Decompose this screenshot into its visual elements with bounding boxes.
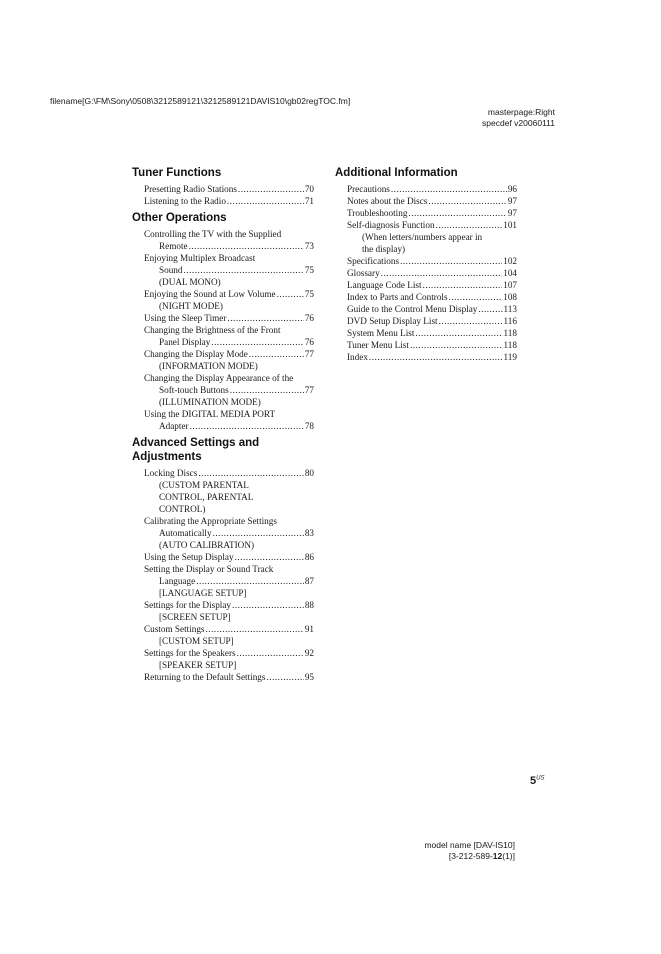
toc-section [132, 211, 314, 432]
entry-subtitle: (When letters/numbers appear in [362, 232, 483, 242]
dot-leader [436, 219, 503, 231]
dot-leader [206, 623, 304, 635]
entry-title: Sound [159, 265, 183, 275]
toc-entry [347, 327, 517, 339]
entry-leader-line [144, 671, 314, 683]
entry-leader-line [347, 327, 517, 339]
entry-leader-line [144, 467, 314, 479]
page-number-value: 5 [530, 775, 537, 787]
toc-entry [144, 195, 314, 207]
dot-leader [277, 288, 304, 300]
entry-subtitle: (ILLUMINATION MODE) [159, 397, 261, 407]
entry-leader-line [144, 264, 314, 276]
entry-title: Index to Parts and Controls [347, 292, 448, 302]
entry-title-line: Changing the Brightness of the Front [144, 325, 281, 335]
entry-title: Listening to the Radio [144, 196, 226, 206]
entry-leader-line [144, 599, 314, 611]
page-ref: 91 [304, 624, 314, 634]
dot-leader [190, 420, 304, 432]
dot-leader [184, 264, 304, 276]
entry-subtitle: CONTROL, PARENTAL [159, 492, 254, 502]
page-ref: 97 [507, 196, 517, 206]
toc-entry [144, 647, 314, 671]
dot-leader [408, 207, 506, 219]
entry-leader-line [144, 312, 314, 324]
entry-title: Remote [159, 241, 188, 251]
dot-leader [266, 671, 303, 683]
entry-leader-line [144, 195, 314, 207]
entry-subtitle: the display) [362, 244, 406, 254]
entry-leader-line [347, 219, 517, 231]
toc-entry [347, 207, 517, 219]
dot-leader [410, 339, 503, 351]
dot-leader [381, 267, 503, 279]
toc-entry [347, 315, 517, 327]
entry-leader-line [347, 195, 517, 207]
part-number-bold: 12 [492, 851, 503, 861]
dot-leader [227, 195, 304, 207]
dot-leader [227, 312, 303, 324]
page-ref: 75 [304, 289, 314, 299]
toc-entry [144, 623, 314, 647]
entry-title: Panel Display [159, 337, 211, 347]
entry-subtitle: [CUSTOM SETUP] [159, 636, 234, 646]
part-number-prefix: [3-212-589- [448, 851, 493, 861]
page-ref: 95 [304, 672, 314, 682]
entry-title-line: Setting the Display or Sound Track [144, 564, 274, 574]
toc-left-column [132, 166, 314, 687]
page-ref: 116 [503, 316, 517, 326]
entry-leader-line [347, 207, 517, 219]
toc-entry [347, 339, 517, 351]
entry-title: Index [347, 352, 368, 362]
page-ref: 78 [304, 421, 314, 431]
page-number [530, 775, 544, 787]
dot-leader [249, 348, 304, 360]
entry-title: System Menu List [347, 328, 415, 338]
toc-entries [144, 228, 314, 432]
toc-entry [144, 183, 314, 195]
entry-title: Returning to the Default Settings [144, 672, 266, 682]
entry-title-line: Enjoying Multiplex Broadcast [144, 253, 256, 263]
page-ref: 76 [304, 313, 314, 323]
toc-section [132, 166, 314, 207]
toc-entry [347, 219, 517, 255]
page-ref: 77 [304, 385, 314, 395]
page-ref: 86 [304, 552, 314, 562]
toc-entry [144, 599, 314, 623]
entry-subtitle: (INFORMATION MODE) [159, 361, 258, 371]
dot-leader [423, 279, 503, 291]
entry-leader-line [144, 336, 314, 348]
dot-leader [415, 327, 502, 339]
dot-leader [400, 255, 502, 267]
dot-leader [198, 467, 303, 479]
entry-title: Using the Sleep Timer [144, 313, 227, 323]
entry-leader-line [144, 183, 314, 195]
toc-entry [347, 279, 517, 291]
entry-title: Settings for the Display [144, 600, 232, 610]
page-ref: 97 [507, 208, 517, 218]
entry-subtitle: (CUSTOM PARENTAL [159, 480, 249, 490]
toc-entry [347, 195, 517, 207]
toc-entry [144, 408, 314, 432]
entry-leader-line [347, 303, 517, 315]
toc-entry [144, 515, 314, 551]
page-ref: 83 [304, 528, 314, 538]
dot-leader [196, 575, 304, 587]
model-info [424, 840, 515, 862]
toc-entry [144, 372, 314, 408]
entry-leader-line [347, 183, 517, 195]
entry-leader-line [347, 279, 517, 291]
toc-section [335, 166, 517, 363]
entry-leader-line [347, 267, 517, 279]
section-title: Other Operations [132, 212, 227, 224]
entry-title: Locking Discs [144, 468, 198, 478]
part-number-suffix: (1)] [502, 851, 515, 861]
toc-entry [144, 348, 314, 372]
dot-leader [238, 183, 304, 195]
section-title: Advanced Settings and Adjustments [132, 437, 260, 463]
entry-subtitle: [LANGUAGE SETUP] [159, 588, 247, 598]
toc-entry [144, 288, 314, 312]
toc-entry [347, 351, 517, 363]
entry-title: Specifications [347, 256, 400, 266]
model-name: model name [DAV-IS10] [424, 840, 515, 850]
entry-leader-line [144, 647, 314, 659]
page-ref: 80 [304, 468, 314, 478]
entry-title: Language [159, 576, 196, 586]
toc-entry [144, 312, 314, 324]
entry-title: DVD Setup Display List [347, 316, 438, 326]
entry-leader-line [144, 384, 314, 396]
entry-leader-line [144, 348, 314, 360]
filename-label: filename[G:\FM\Sony\0508\3212589121\3212589121DAVIS10\gb02regTOC.fm] [50, 96, 351, 106]
entry-leader-line [347, 339, 517, 351]
entry-title-line: Calibrating the Appropriate Settings [144, 516, 277, 526]
toc-entry [144, 563, 314, 599]
entry-title: Enjoying the Sound at Low Volume [144, 289, 276, 299]
section-title: Additional Information [335, 167, 458, 179]
entry-leader-line [347, 351, 517, 363]
entry-title: Settings for the Speakers [144, 648, 236, 658]
toc-entry [144, 252, 314, 288]
dot-leader [428, 195, 506, 207]
entry-leader-line [144, 623, 314, 635]
page-ref: 102 [503, 256, 517, 266]
page-ref: 101 [503, 220, 517, 230]
page-ref: 104 [503, 268, 517, 278]
section-title: Tuner Functions [132, 167, 222, 179]
toc-entry [347, 183, 517, 195]
entry-title: Self-diagnosis Function [347, 220, 435, 230]
entry-leader-line [347, 315, 517, 327]
entry-title: Precautions [347, 184, 390, 194]
entry-subtitle: (AUTO CALIBRATION) [159, 540, 255, 550]
entry-leader-line [144, 288, 314, 300]
entry-title: Tuner Menu List [347, 340, 409, 350]
entry-subtitle: (NIGHT MODE) [159, 301, 223, 311]
entry-title: Glossary [347, 268, 380, 278]
toc-entry [144, 228, 314, 252]
entry-title: Custom Settings [144, 624, 205, 634]
toc-right-column [335, 166, 517, 367]
entry-leader-line [144, 551, 314, 563]
toc-entries [144, 467, 314, 683]
page-ref: 118 [503, 340, 517, 350]
entry-title: Guide to the Control Menu Display [347, 304, 478, 314]
entry-title: Troubleshooting [347, 208, 408, 218]
entry-title-line: Changing the Display Appearance of the [144, 373, 294, 383]
dot-leader [232, 599, 304, 611]
page-ref: 77 [304, 349, 314, 359]
specdef-label: specdef v20060111 [482, 118, 555, 128]
entry-subtitle: CONTROL) [159, 504, 206, 514]
entry-title: Automatically [159, 528, 212, 538]
page-ref: 118 [503, 328, 517, 338]
page-ref: 70 [304, 184, 314, 194]
page-ref: 96 [507, 184, 517, 194]
page-ref: 107 [503, 280, 517, 290]
toc-entries [347, 183, 517, 363]
page-ref: 113 [503, 304, 517, 314]
page-ref: 119 [503, 352, 517, 362]
entry-leader-line [347, 291, 517, 303]
dot-leader [439, 315, 503, 327]
toc-entry [144, 671, 314, 683]
page-ref: 87 [304, 576, 314, 586]
toc-section [132, 436, 314, 683]
entry-title: Notes about the Discs [347, 196, 428, 206]
page-ref: 73 [304, 241, 314, 251]
entry-leader-line [144, 240, 314, 252]
entry-subtitle: [SCREEN SETUP] [159, 612, 231, 622]
page-ref: 75 [304, 265, 314, 275]
dot-leader [449, 291, 503, 303]
entry-leader-line [144, 527, 314, 539]
entry-title: Adapter [159, 421, 189, 431]
dot-leader [211, 336, 304, 348]
entry-subtitle: (DUAL MONO) [159, 277, 221, 287]
toc-entry [347, 291, 517, 303]
page-ref: 88 [304, 600, 314, 610]
dot-leader [391, 183, 507, 195]
dot-leader [478, 303, 502, 315]
page-number-region: US [536, 775, 545, 782]
entry-title: Using the Setup Display [144, 552, 234, 562]
entry-subtitle: [SPEAKER SETUP] [159, 660, 237, 670]
toc-entries [144, 183, 314, 207]
page-ref: 108 [503, 292, 517, 302]
entry-leader-line [144, 575, 314, 587]
page-ref: 92 [304, 648, 314, 658]
toc-entry [144, 551, 314, 563]
masterpage-label: masterpage:Right [487, 107, 555, 117]
entry-title-line: Using the DIGITAL MEDIA PORT [144, 409, 276, 419]
entry-title: Presetting Radio Stations [144, 184, 237, 194]
page-ref: 71 [304, 196, 314, 206]
dot-leader [213, 527, 304, 539]
entry-title: Soft-touch Buttons [159, 385, 229, 395]
dot-leader [237, 647, 304, 659]
entry-title: Language Code List [347, 280, 422, 290]
entry-title: Changing the Display Mode [144, 349, 248, 359]
page-ref: 76 [304, 337, 314, 347]
toc-entry [347, 267, 517, 279]
part-number [424, 851, 515, 862]
dot-leader [189, 240, 304, 252]
entry-leader-line [347, 255, 517, 267]
toc-entry [347, 255, 517, 267]
toc-entry [144, 324, 314, 348]
entry-title-line: Controlling the TV with the Supplied [144, 229, 282, 239]
dot-leader [235, 551, 304, 563]
toc-entry [144, 467, 314, 515]
toc-entry [347, 303, 517, 315]
entry-leader-line [144, 420, 314, 432]
dot-leader [369, 351, 503, 363]
dot-leader [230, 384, 304, 396]
